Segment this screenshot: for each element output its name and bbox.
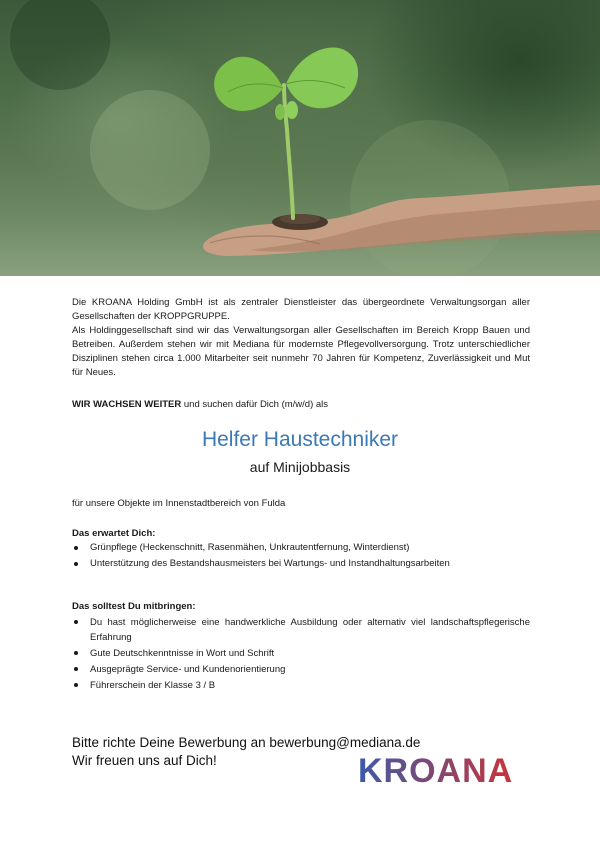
closing-line-2: Wir freuen uns auf Dich! — [72, 753, 217, 768]
expect-list — [72, 541, 530, 571]
bring-heading: Das solltest Du mitbringen: — [72, 601, 196, 612]
list-item: Gute Deutschkenntnisse in Wort und Schrift — [72, 646, 530, 661]
closing-line-1: Bitte richte Deine Bewerbung an bewerbung@mediana.de — [72, 735, 421, 750]
seedling-in-hand-illustration — [0, 0, 600, 276]
intro-paragraph-2: Als Holdinggesellschaft sind wir das Verwaltungsorgan aller Gesellschaften im Bereich Kropp Bauen und Betreiben. Außerdem stehen wir mit Mediana für modernste Pflegevollversorgung. Trotz unterschiedlicher Disziplinen stehen circa 1.000 Mitarbeiter seit nunmehr 70 Jahren für Kompetenz, Zuverlässigkeit und Mut für Neues. — [72, 325, 530, 378]
growth-bold: WIR WACHSEN WEITER — [72, 399, 182, 410]
list-item: Führerschein der Klasse 3 / B — [72, 678, 530, 693]
bring-list — [72, 615, 530, 693]
job-title: Helfer Haustechniker — [201, 428, 399, 451]
job-location: für unsere Objekte im Innenstadtbereich von Fulda — [72, 498, 286, 509]
kroana-logo — [356, 752, 522, 788]
growth-rest: und suchen dafür Dich (m/w/d) als — [181, 399, 329, 410]
intro-paragraph-1: Die KROANA Holding GmbH ist als zentraler Dienstleister das übergeordnete Verwaltungsorgan aller Gesellschaften der KROPPGRUPPE. — [72, 297, 530, 322]
list-item: Grünpflege (Heckenschnitt, Rasenmähen, Unkrautentfernung, Winterdienst) — [72, 541, 530, 555]
svg-text:KROANA: KROANA — [358, 752, 514, 788]
list-item: Unterstützung des Bestandshausmeisters bei Wartungs- und Instandhaltungsarbeiten — [72, 557, 530, 571]
job-subtitle: auf Minijobbasis — [249, 459, 351, 475]
expect-heading: Das erwartet Dich: — [72, 528, 156, 539]
list-item: Du hast möglicherweise eine handwerkliche Ausbildung oder alternativ viel landschaftspflegerische Erfahrung — [72, 615, 530, 645]
growth-line — [72, 398, 530, 412]
list-item: Ausgeprägte Service- und Kundenorientierung — [72, 662, 530, 677]
hero-image — [0, 0, 600, 276]
